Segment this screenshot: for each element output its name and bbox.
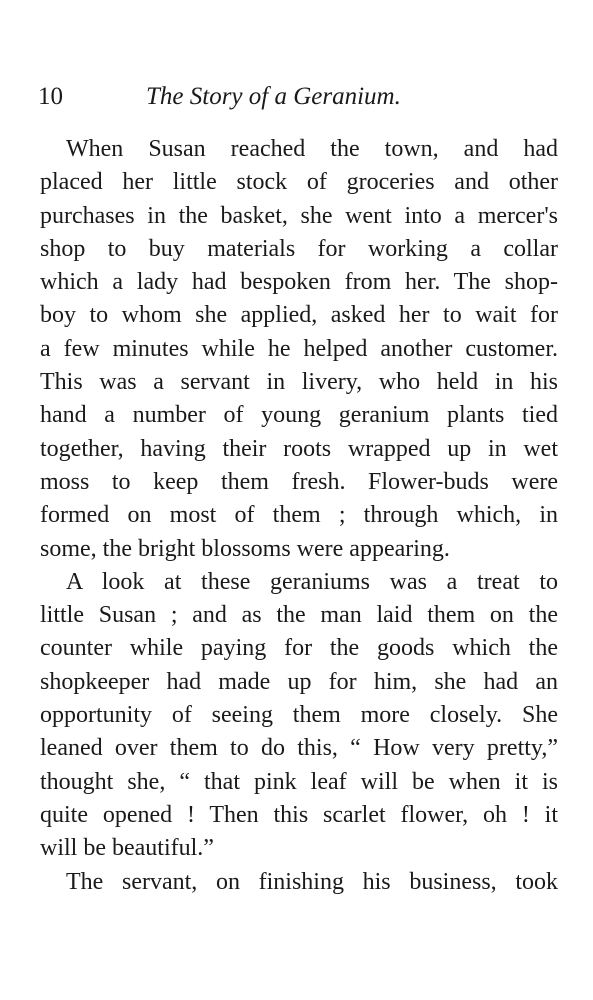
text-line: quite opened ! Then this scarlet flower, oh ! it xyxy=(40,801,558,828)
page-number: 10 xyxy=(38,83,63,110)
text-line: will be beautiful.” xyxy=(40,835,214,862)
text-line: The servant, on finishing his business, took xyxy=(66,868,558,895)
text-line: counter while paying for the goods which the xyxy=(40,635,558,662)
text-line: placed her little stock of groceries and other xyxy=(40,169,558,196)
text-line: shop to buy materials for working a collar xyxy=(40,235,558,262)
text-line: thought she, “ that pink leaf will be when it is xyxy=(40,768,558,795)
text-line: shopkeeper had made up for him, she had an xyxy=(40,668,558,695)
running-title: The Story of a Geranium. xyxy=(146,83,401,110)
text-line: moss to keep them fresh. Flower-buds were xyxy=(40,468,558,495)
text-line: formed on most of them ; through which, in xyxy=(40,502,558,529)
text-line: which a lady had bespoken from her. The shop- xyxy=(40,269,558,296)
text-line: leaned over them to do this, “ How very pretty,” xyxy=(40,735,558,762)
text-line: little Susan ; and as the man laid them on the xyxy=(40,602,558,629)
text-line: purchases in the basket, she went into a mercer's xyxy=(40,202,558,229)
text-line: This was a servant in livery, who held in his xyxy=(40,369,558,396)
text-line: hand a number of young geranium plants tied xyxy=(40,402,558,429)
text-line: a few minutes while he helped another customer. xyxy=(40,335,558,362)
page-header xyxy=(38,80,558,114)
text-line: together, having their roots wrapped up in wet xyxy=(40,435,558,462)
text-line: When Susan reached the town, and had xyxy=(66,136,558,162)
text-line: A look at these geraniums was a treat to xyxy=(66,568,558,595)
text-line: opportunity of seeing them more closely. She xyxy=(40,702,558,729)
text-line: boy to whom she applied, asked her to wait for xyxy=(40,302,558,329)
text-line: some, the bright blossoms were appearing. xyxy=(40,535,450,562)
body-text xyxy=(40,133,558,899)
